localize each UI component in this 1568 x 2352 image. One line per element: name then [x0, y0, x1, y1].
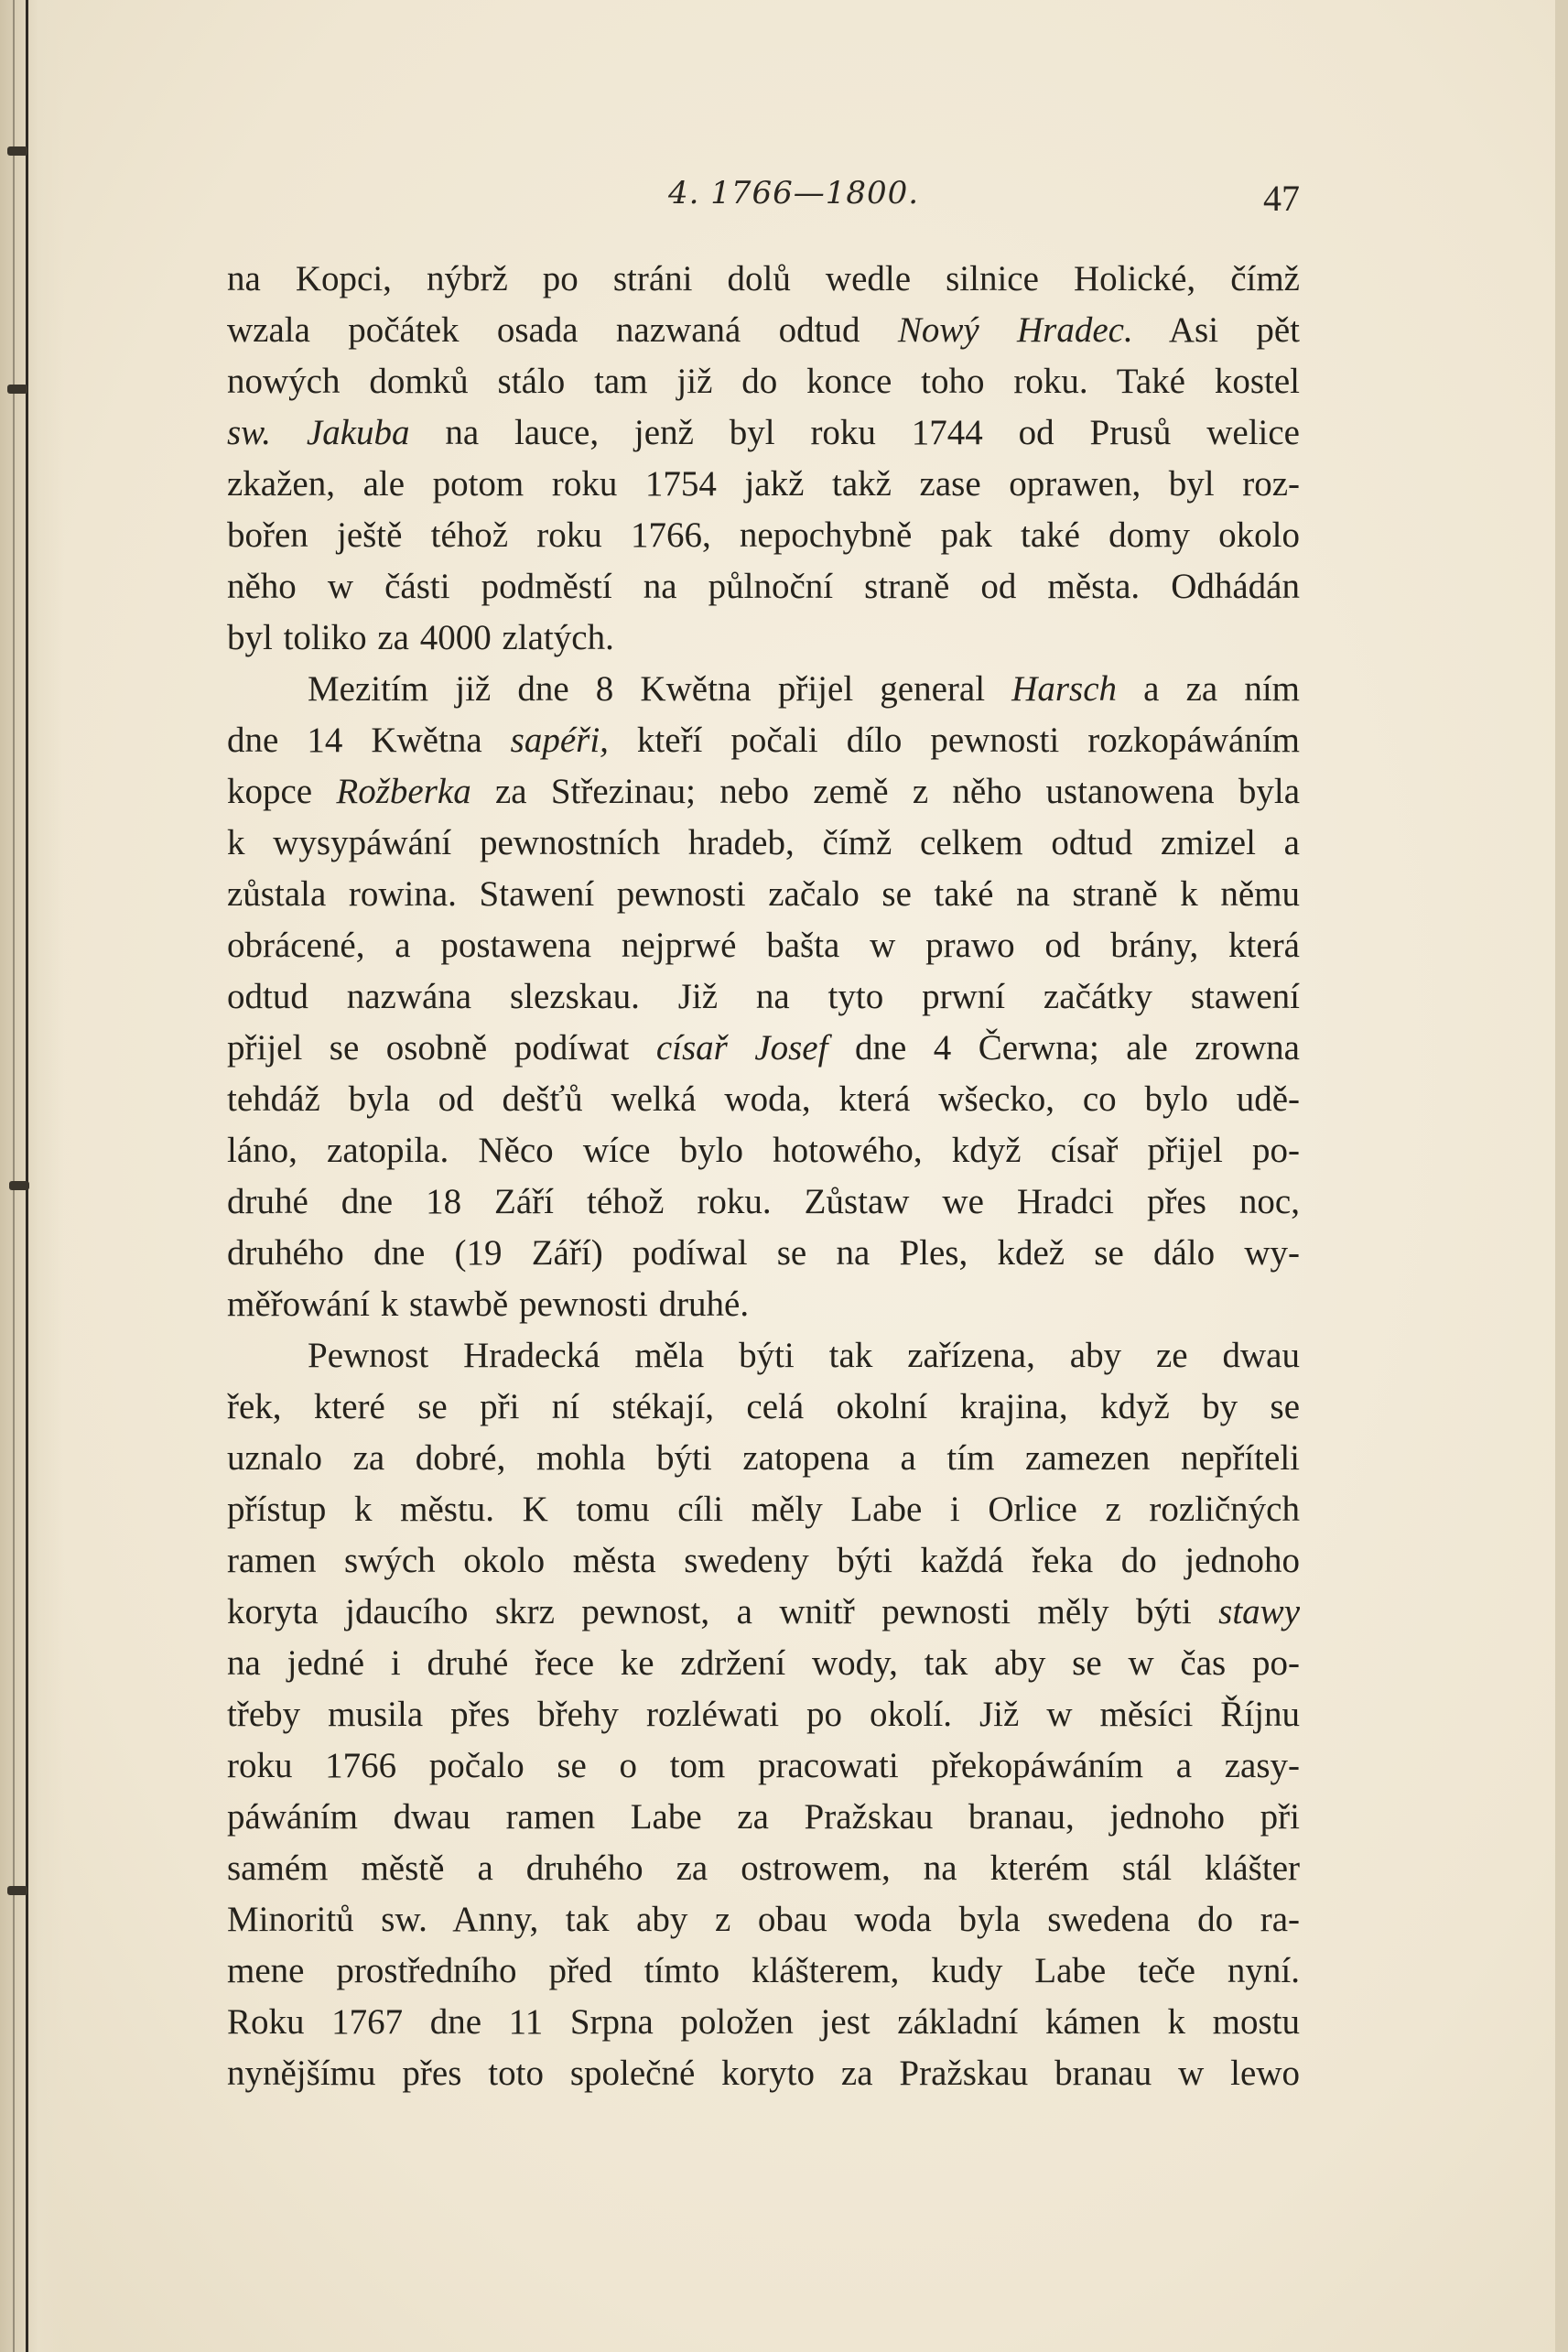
text-line: bořen ještě téhož roku 1766, nepochybně pak také domy okolo: [227, 515, 1300, 555]
text-line: byl toliko za 4000 zlatých.: [227, 618, 614, 657]
text-line: na Kopci, nýbrž po stráni dolů wedle silnice Holické, čímž: [227, 259, 1300, 298]
running-head: 4. 1766—1800.: [668, 175, 920, 211]
text-line: přijel se osobně podíwat císař Josef dne 4 Čerwna; ale zrowna: [227, 1028, 1300, 1068]
binding-line: [26, 0, 28, 2352]
binding-thread-mark: [7, 385, 27, 394]
emphasis: Rožberka: [336, 772, 471, 811]
emphasis: sapéři,: [510, 721, 609, 760]
text-line: nowých domků stálo tam již do konce toho roku. Také kostel: [227, 362, 1300, 401]
text-line: třeby musila přes břehy rozléwati po okolí. Již w měsíci Říjnu: [227, 1695, 1300, 1734]
binding-thread-mark: [7, 1886, 27, 1895]
page-edge: [1555, 0, 1568, 2352]
emphasis: stawy: [1218, 1592, 1301, 1631]
text-line: Minoritů sw. Anny, tak aby z obau woda byla swedena do ra-: [227, 1900, 1300, 1939]
emphasis: císař Josef: [655, 1028, 828, 1068]
binding-edge: [13, 0, 15, 2352]
text-line: odtud nazwána slezskau. Již na tyto prwní začátky stawení: [227, 977, 1300, 1016]
text-line: ramen swých okolo města swedeny býti každá řeka do jednoho: [227, 1541, 1300, 1580]
text-line: tehdáž byla od dešťů welká woda, která wšecko, co bylo udě-: [227, 1079, 1300, 1119]
text-line: nynějšímu přes toto společné koryto za Pražskau branau w lewo: [227, 2054, 1300, 2093]
text-line: páwáním dwau ramen Labe za Pražskau branau, jednoho při: [227, 1797, 1300, 1837]
text-line: na jedné i druhé řece ke zdržení wody, tak aby se w čas po-: [227, 1643, 1300, 1683]
text-line: Pewnost Hradecká měla býti tak zařízena, aby ze dwau: [308, 1336, 1300, 1375]
text-line: Roku 1767 dne 11 Srpna položen jest základní kámen k mostu: [227, 2002, 1300, 2042]
page-header: [0, 169, 1568, 224]
binding-thread-mark: [9, 1181, 29, 1190]
text-line: Mezitím již dne 8 Kwětna přijel general Harsch a za ním: [308, 669, 1301, 709]
text-line: něho w části podměstí na půlnoční straně od města. Odhádán: [227, 567, 1300, 606]
text-line: mene prostředního před tímto klášterem, kudy Labe teče nyní.: [227, 1951, 1300, 1990]
text-line: zkažen, ale potom roku 1754 jakž takž zase oprawen, byl roz-: [227, 464, 1300, 504]
text-line: řek, které se při ní stékají, celá okolní krajina, když by se: [227, 1387, 1300, 1426]
emphasis: sw. Jakuba: [227, 413, 410, 452]
text-line: roku 1766 počalo se o tom pracowati překopáwáním a zasy-: [227, 1746, 1300, 1785]
text-line: zůstala rowina. Stawení pewnosti začalo se také na straně k němu: [227, 874, 1300, 914]
text-line: obrácené, a postawena nejprwé bašta w prawo od brány, která: [227, 926, 1300, 965]
text-line: wzala počátek osada nazwaná odtud Nowý Hradec. Asi pět: [227, 310, 1301, 350]
binding-thread-mark: [7, 146, 27, 156]
text-line: přístup k městu. K tomu cíli měly Labe i Orlice z rozličných: [227, 1490, 1300, 1529]
text-line: druhé dne 18 Září téhož roku. Zůstaw we Hradci přes noc,: [227, 1182, 1300, 1221]
gutter-shadow: [0, 0, 64, 2352]
emphasis: Nowý Hradec.: [897, 310, 1133, 350]
emphasis: Harsch: [1011, 669, 1118, 709]
text-line: sw. Jakuba na lauce, jenž byl roku 1744 od Prusů welice: [227, 413, 1300, 452]
text-line: samém městě a druhého za ostrowem, na kterém stál klášter: [227, 1848, 1300, 1888]
page-number: 47: [1263, 178, 1300, 219]
text-line: druhého dne (19 Září) podíwal se na Ples, kdež se dálo wy-: [227, 1233, 1300, 1273]
text-line: k wysypáwání pewnostních hradeb, čímž celkem odtud zmizel a: [227, 823, 1300, 862]
text-line: měřowání k stawbě pewnosti druhé.: [227, 1284, 750, 1324]
text-line: uznalo za dobré, mohla býti zatopena a tím zamezen nepříteli: [227, 1438, 1300, 1478]
text-line: láno, zatopila. Něco wíce bylo hotowého, když císař přijel po-: [227, 1131, 1300, 1170]
text-line: koryta jdaucího skrz pewnost, a wnitř pewnosti měly býti stawy: [227, 1592, 1301, 1631]
body-text: [227, 254, 1300, 2099]
text-line: dne 14 Kwětna sapéři, kteří počali dílo pewnosti rozkopáwáním: [227, 721, 1300, 760]
text-line: kopce Rožberka za Střezinau; nebo země z něho ustanowena byla: [227, 772, 1300, 811]
